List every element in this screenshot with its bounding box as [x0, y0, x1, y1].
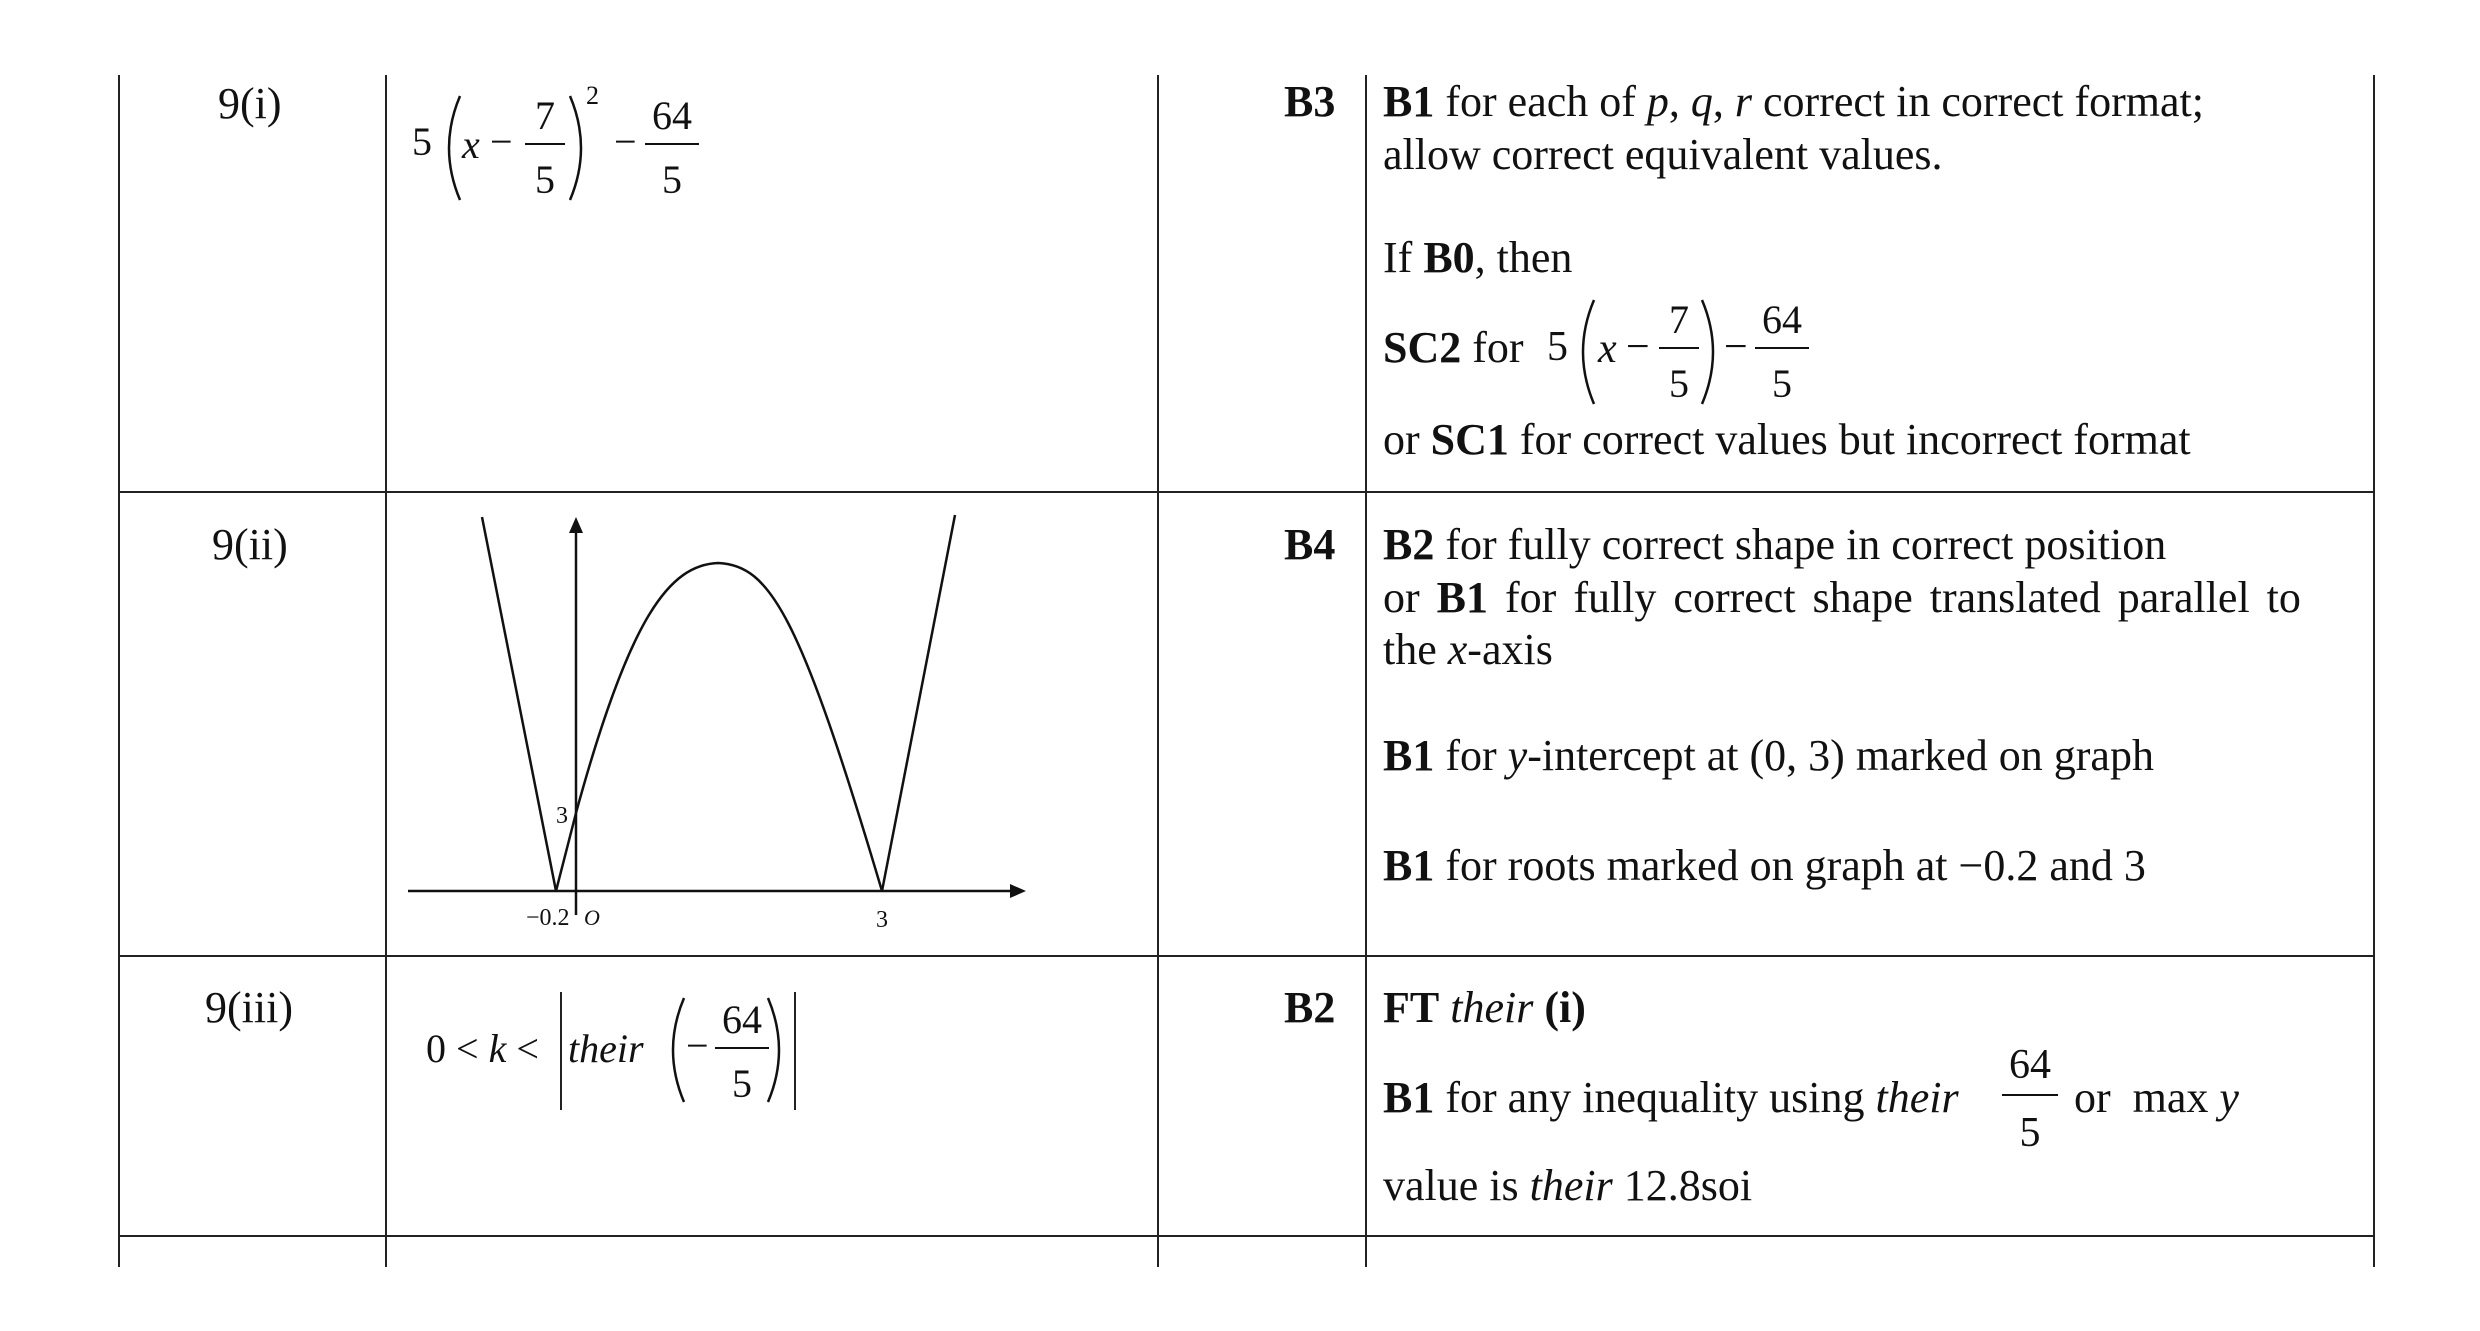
answer-coefficient: 5	[412, 119, 432, 164]
guidance-fragment: ,	[1668, 77, 1691, 126]
mark-code: FT	[1383, 983, 1440, 1032]
guidance-line: allow correct equivalent values.	[1383, 130, 1943, 179]
part-reference: (i)	[1544, 983, 1586, 1032]
guidance-fragment: ,	[1712, 77, 1735, 126]
sc2-const-minus: −	[1724, 324, 1748, 370]
table-border-left	[118, 75, 120, 1267]
mark-code: SC2	[1383, 323, 1462, 372]
mark-code: B1	[1436, 573, 1489, 622]
fraction-numerator: 64	[722, 997, 762, 1042]
answer-variable: x	[462, 122, 480, 167]
guidance-fragment: or max	[2074, 1073, 2220, 1122]
fraction-numerator: 7	[535, 93, 555, 138]
question-number: 9(iii)	[205, 983, 293, 1032]
sc2-left-parenthesis	[1568, 296, 1598, 408]
var-x: x	[1447, 625, 1468, 674]
sc2-variable: x	[1598, 326, 1617, 372]
answer-minus: −	[686, 1023, 709, 1068]
abs-bar-left	[560, 992, 562, 1110]
guidance-line	[2074, 1072, 2239, 1125]
guidance-fraction-bar	[2002, 1094, 2058, 1096]
mark-code: B1	[1383, 1073, 1435, 1122]
mark-code: B0	[1423, 233, 1475, 282]
sc2-numerator: 7	[1669, 297, 1689, 342]
curve-hump	[556, 563, 882, 891]
guidance-fragment: for fully correct shape in correct position	[1434, 520, 2167, 569]
sc2-denominator: 5	[1669, 361, 1689, 406]
marks-value: B3	[1284, 77, 1336, 126]
marks-value: B4	[1284, 520, 1336, 569]
answer-exponent: 2	[586, 81, 599, 110]
guidance-line	[1383, 1072, 1959, 1125]
guidance-fragment: or	[1383, 573, 1437, 622]
inequality-lhs	[426, 1025, 539, 1073]
guidance-line	[1383, 322, 1524, 375]
sc2-const-numerator: 64	[1762, 297, 1802, 342]
question-number: 9(ii)	[212, 520, 288, 569]
x-axis-arrowhead	[1010, 884, 1026, 898]
var-k: k	[488, 1026, 507, 1071]
guidance-fragment: for	[1434, 731, 1508, 780]
const-fraction-bar	[645, 143, 699, 145]
table-border-right	[2373, 75, 2375, 1267]
var-y: y	[2219, 1073, 2239, 1122]
marks-value: B2	[1284, 983, 1336, 1032]
fraction-bar	[525, 143, 565, 145]
right-parenthesis	[764, 994, 794, 1106]
origin-label: O	[584, 905, 600, 930]
guidance-line	[1383, 1160, 1752, 1213]
root-label-negative: −0.2	[526, 905, 570, 931]
guidance-fragment: for any inequality using	[1434, 1073, 1876, 1122]
guidance-line	[1383, 982, 1586, 1035]
left-parenthesis	[434, 92, 464, 204]
mark-code: B1	[1383, 77, 1435, 126]
guidance-fragment: If	[1383, 233, 1424, 282]
table-divider-answer	[385, 75, 387, 1267]
var-y: y	[1507, 731, 1528, 780]
guidance-line	[1383, 414, 2191, 467]
guidance-fragment: for	[1461, 323, 1524, 372]
guidance-fragment: , then	[1474, 233, 1573, 282]
guidance-line	[1383, 232, 1572, 285]
curve-right-branch	[882, 515, 955, 891]
table-divider-guidance	[1365, 75, 1367, 1267]
sc2-fraction-bar	[1659, 347, 1699, 349]
guidance-fragment: -axis	[1467, 625, 1553, 674]
guidance-fraction-denominator: 5	[2019, 1110, 2041, 1156]
const-numerator: 64	[652, 93, 692, 138]
curve-left-branch	[482, 517, 556, 891]
mark-code: B1	[1383, 731, 1435, 780]
y-intercept-label: 3	[556, 803, 568, 829]
guidance-line	[1383, 730, 2154, 783]
sc2-coefficient: 5	[1547, 324, 1568, 370]
guidance-fragment: the	[1383, 625, 1448, 674]
guidance-fragment: 12.8soi	[1612, 1161, 1753, 1210]
their-label: their	[568, 1026, 644, 1071]
root-label-positive: 3	[876, 907, 888, 933]
their-label: their	[1529, 1161, 1613, 1210]
row-divider-2	[118, 955, 2375, 957]
row-divider-1	[118, 491, 2375, 493]
fraction-bar	[715, 1047, 769, 1049]
mark-code: SC1	[1430, 415, 1509, 464]
guidance-fragment: correct in correct format;	[1752, 77, 2204, 126]
sc2-const-denominator: 5	[1772, 361, 1792, 406]
guidance-line	[1383, 572, 2345, 625]
graph-sketch	[400, 505, 1040, 945]
guidance-fraction-numerator: 64	[2009, 1042, 2051, 1088]
guidance-fragment: for each of	[1434, 77, 1647, 126]
question-number: 9(i)	[218, 79, 282, 128]
guidance-line	[1383, 76, 2204, 129]
mark-code: B2	[1383, 520, 1435, 569]
var-p: p	[1646, 77, 1669, 126]
sc2-const-fraction-bar	[1755, 347, 1809, 349]
guidance-fragment: value is	[1383, 1161, 1530, 1210]
mark-code: B1	[1383, 841, 1435, 890]
left-parenthesis	[658, 994, 688, 1106]
guidance-fragment: or	[1383, 415, 1431, 464]
guidance-fragment: for fully correct shape translated parallel to	[1488, 573, 2301, 622]
var-q: q	[1690, 77, 1713, 126]
guidance-line	[1383, 840, 2146, 893]
row-divider-3	[118, 1235, 2375, 1237]
var-r: r	[1734, 77, 1753, 126]
their-label: their	[1439, 983, 1545, 1032]
their-label: their	[1875, 1073, 1959, 1122]
table-divider-marks	[1157, 75, 1159, 1267]
guidance-fragment: for roots marked on graph at −0.2 and 3	[1434, 841, 2146, 890]
inequality-fragment: 0 <	[426, 1026, 489, 1071]
fraction-denominator: 5	[732, 1061, 752, 1106]
guidance-fragment: -intercept at (0, 3) marked on graph	[1527, 731, 2154, 780]
answer-minus: −	[490, 119, 513, 164]
fraction-denominator: 5	[535, 157, 555, 202]
guidance-line	[1383, 519, 2166, 572]
sc2-minus: −	[1626, 324, 1650, 370]
y-axis-arrowhead	[569, 517, 583, 533]
const-denominator: 5	[662, 157, 682, 202]
abs-bar-right	[794, 992, 796, 1110]
answer-const-minus: −	[614, 119, 637, 164]
guidance-line	[1383, 624, 1553, 677]
guidance-fragment: for correct values but incorrect format	[1508, 415, 2191, 464]
inequality-fragment: <	[506, 1026, 539, 1071]
